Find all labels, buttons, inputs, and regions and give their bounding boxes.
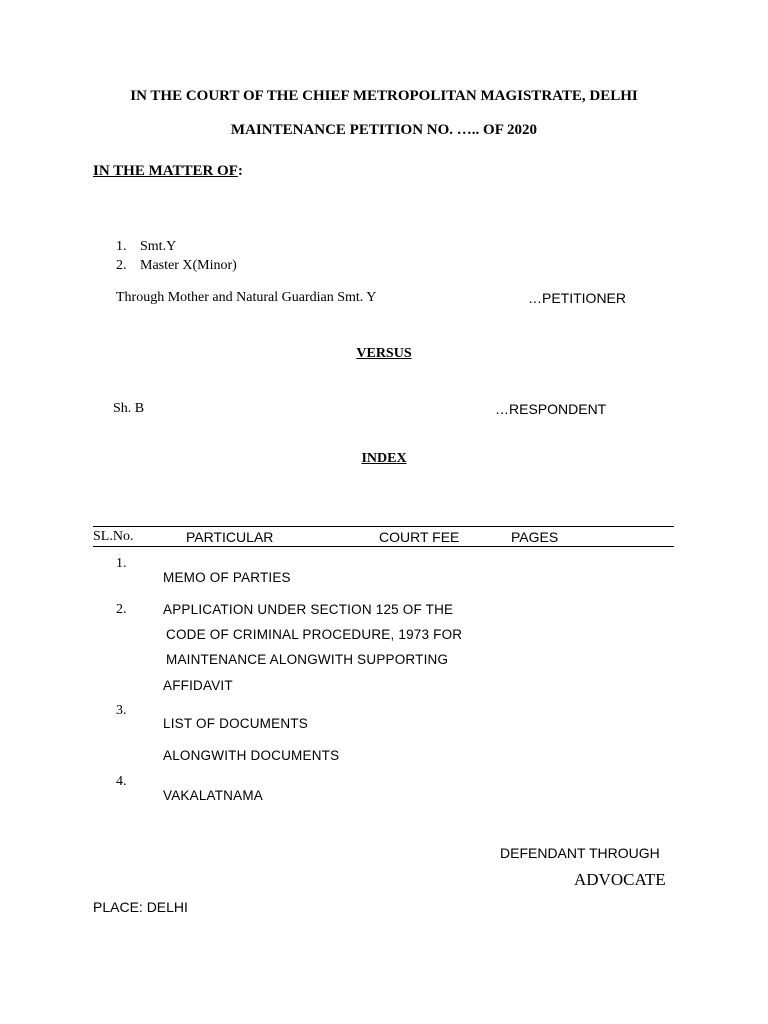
through-guardian: Through Mother and Natural Guardian Smt. Y	[116, 290, 377, 305]
respondent-label: …RESPONDENT	[495, 401, 607, 417]
column-header-particular: PARTICULAR	[186, 529, 274, 545]
table-header-rule	[93, 546, 674, 547]
place: PLACE: DELHI	[93, 899, 188, 915]
petitioner-label: …PETITIONER	[528, 290, 627, 306]
petitioner-number: 1.	[116, 239, 127, 254]
petitioner-name: Master X(Minor)	[140, 258, 237, 273]
table-row-particular: CODE OF CRIMINAL PROCEDURE, 1973 FOR	[166, 627, 463, 642]
table-row-particular: MEMO OF PARTIES	[163, 570, 291, 585]
table-row-number: 4.	[116, 774, 127, 789]
matter-heading-text: IN THE MATTER OF	[93, 163, 238, 179]
table-row-particular: APPLICATION UNDER SECTION 125 OF THE	[163, 602, 454, 617]
table-row-particular: ALONGWITH DOCUMENTS	[163, 748, 340, 763]
table-row-particular: AFFIDAVIT	[163, 678, 233, 693]
table-row-particular: VAKALATNAMA	[163, 788, 263, 803]
petition-number: MAINTENANCE PETITION NO. ….. OF 2020	[230, 122, 538, 138]
defendant-through: DEFENDANT THROUGH	[500, 845, 660, 861]
column-header-pages: PAGES	[511, 529, 559, 545]
column-header-court-fee: COURT FEE	[379, 529, 460, 545]
advocate-signature: ADVOCATE	[574, 870, 666, 889]
index-title: INDEX	[361, 451, 407, 466]
table-top-rule	[93, 526, 674, 527]
table-row-particular: MAINTENANCE ALONGWITH SUPPORTING	[166, 652, 449, 667]
petitioner-number: 2.	[116, 258, 127, 273]
table-row-number: 1.	[116, 556, 127, 571]
respondent-name: Sh. B	[113, 401, 145, 416]
versus-heading: VERSUS	[356, 346, 412, 361]
petitioner-name: Smt.Y	[140, 239, 177, 254]
table-row-particular: LIST OF DOCUMENTS	[163, 716, 308, 731]
court-title: IN THE COURT OF THE CHIEF METROPOLITAN MAGISTRATE, DELHI	[130, 88, 638, 104]
column-header-sl-no: SL.No.	[93, 529, 134, 544]
table-row-number: 3.	[116, 703, 127, 718]
matter-heading-colon: :	[237, 163, 243, 179]
table-row-number: 2.	[116, 602, 127, 617]
matter-heading	[93, 163, 243, 180]
